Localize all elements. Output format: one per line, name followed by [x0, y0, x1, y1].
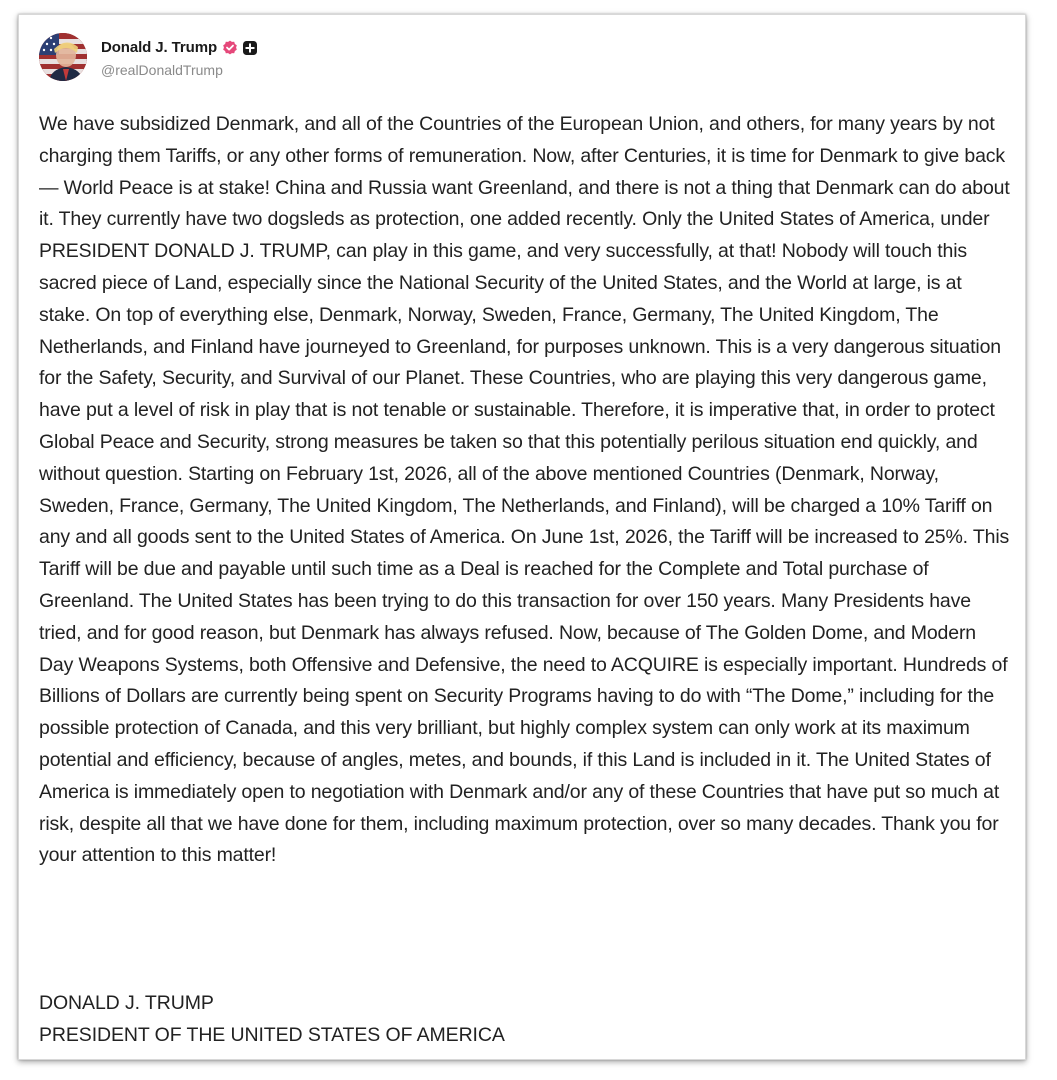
avatar[interactable]	[39, 33, 87, 81]
avatar-image	[39, 33, 87, 81]
post-header	[39, 31, 258, 83]
name-row	[101, 37, 258, 59]
post-signature	[39, 988, 505, 1052]
signature-name: DONALD J. TRUMP	[39, 992, 214, 1014]
author-names	[101, 37, 258, 78]
post-card	[18, 14, 1026, 1060]
author-display-name[interactable]: Donald J. Trump	[101, 39, 218, 56]
signature-title: PRESIDENT OF THE UNITED STATES OF AMERICA	[39, 1023, 505, 1046]
verified-badge-icon	[222, 40, 238, 56]
plus-badge-icon	[242, 40, 258, 56]
post-body-text: We have subsidized Denmark, and all of the Countries of the European Union, and others, for many years by not charging them Tariffs, or any other forms of remuneration. Now, after Centuries, it is time for Denmark to give back — World Peace is at stake! China and Russia want Greenland, and there is not a thing that Denmark can do about it. They currently have two dogsleds as protection, one added recently. Only the United States of America, under PRESIDENT DONALD J. TRUMP, can play in this game, and very successfully, at that! Nobody will touch this sacred piece of Land, especially since the National Security of the United States, and the World at large, is at stake. On top of everything else, Denmark, Norway, Sweden, France, Germany, The United Kingdom, The Netherlands, and Finland have journeyed to Greenland, for purposes unknown. This is a very dangerous situation for the Safety, Security, and Survival of our Planet. These Countries, who are playing this very dangerous game, have put a level of risk in play that is not tenable or sustainable. Therefore, it is imperative that, in order to protect Global Peace and Security, strong measures be taken so that this potentially perilous situation end quickly, and without question. Starting on February 1st, 2026, all of the above mentioned Countries (Denmark, Norway, Sweden, France, Germany, The United Kingdom, The Netherlands, and Finland), will be charged a 10% Tariff on any and all goods sent to the United States of America. On June 1st, 2026, the Tariff will be increased to 25%. This Tariff will be due and payable until such time as a Deal is reached for the Complete and Total purchase of Greenland. The United States has been trying to do this transaction for over 150 years. Many Presidents have tried, and for good reason, but Denmark has always refused. Now, because of The Golden Dome, and Modern Day Weapons Systems, both Offensive and Defensive, the need to ACQUIRE is especially important. Hundreds of Billions of Dollars are currently being spent on Security Programs having to do with “The Dome,” including for the possible protection of Canada, and this very brilliant, but highly complex system can only work at its maximum potential and efficiency, because of angles, metes, and bounds, if this Land is included in it. The United States of America is immediately open to negotiation with Denmark and/or any of these Countries that have put so much at risk, despite all that we have done for them, including maximum protection, over so many decades. Thank you for your attention to this matter!	[39, 113, 1010, 867]
author-handle[interactable]: @realDonaldTrump	[101, 61, 223, 78]
